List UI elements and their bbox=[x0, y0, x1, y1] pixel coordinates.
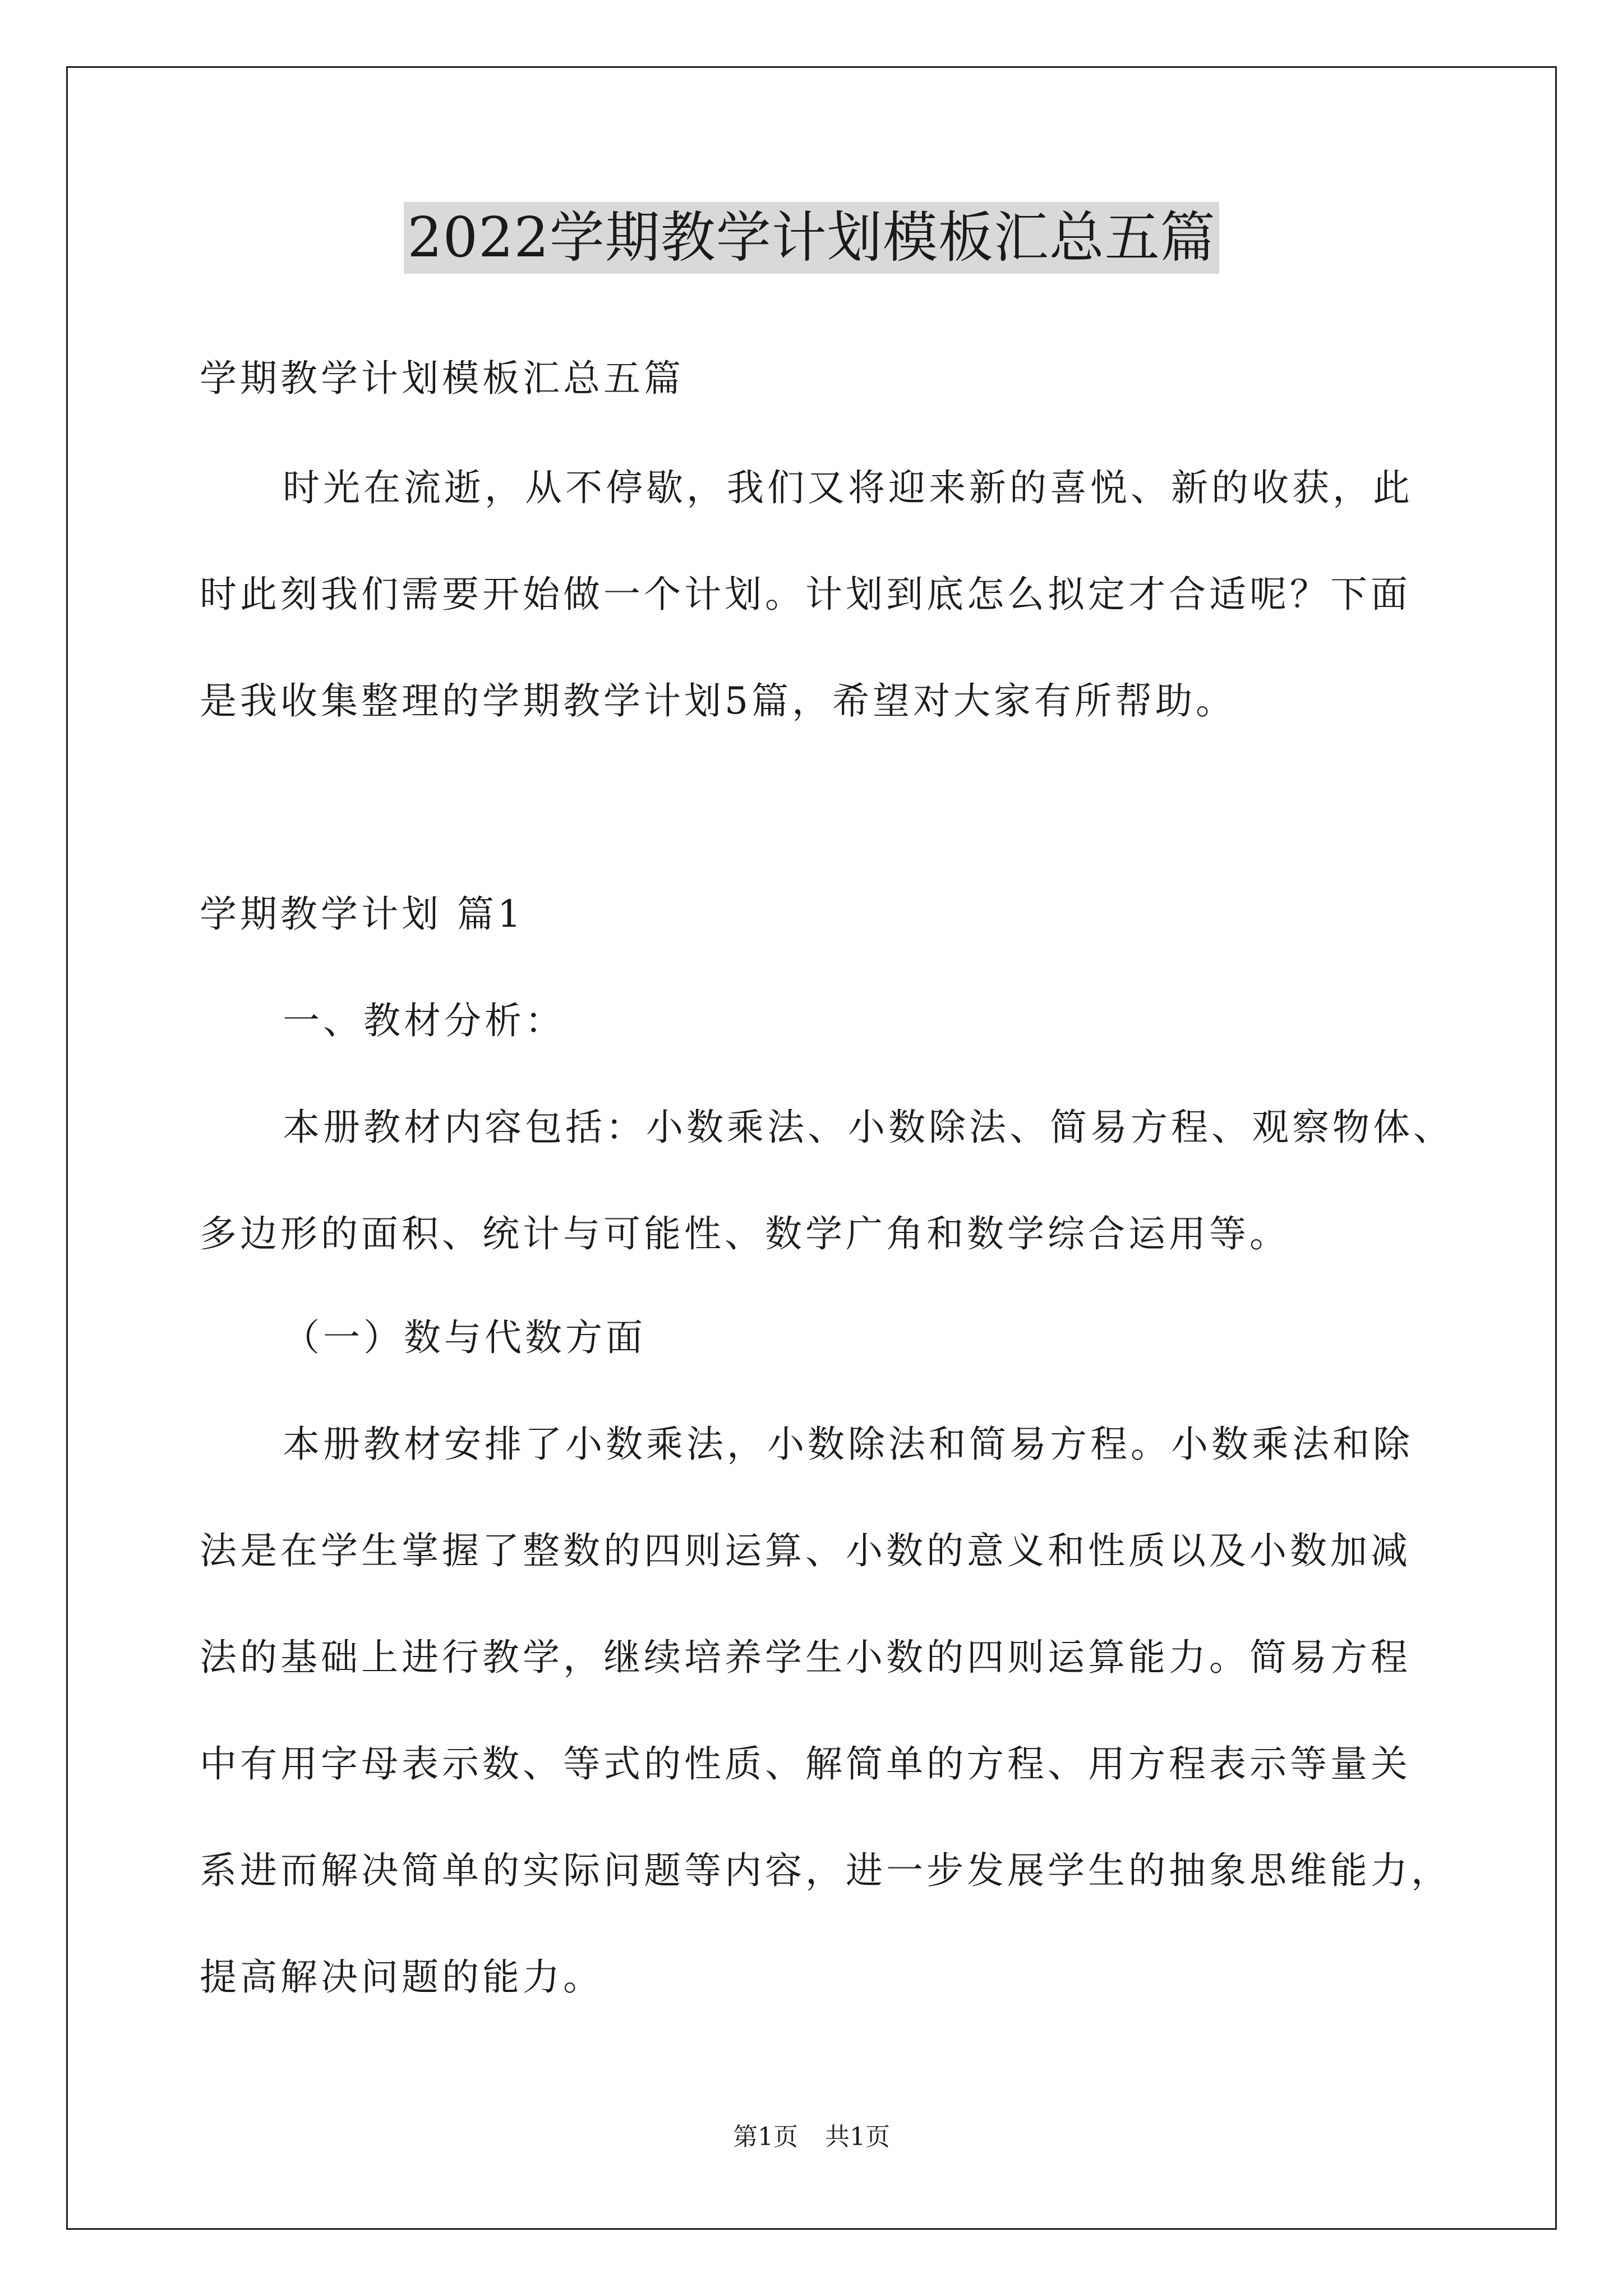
para2-line-2: 法是在学生掌握了整数的四则运算、小数的意义和性质以及小数加减 bbox=[200, 1529, 1411, 1572]
part-heading: 一、教材分析： bbox=[283, 999, 565, 1042]
page-number-total: 共1页 bbox=[825, 2123, 890, 2151]
document-subtitle: 学期教学计划模板汇总五篇 bbox=[200, 357, 684, 400]
document-title: 2022学期教学计划模板汇总五篇 bbox=[404, 202, 1219, 274]
sub-heading: （一）数与代数方面 bbox=[283, 1316, 646, 1359]
para1-line-1: 本册教材内容包括：小数乘法、小数除法、简易方程、观察物体、 bbox=[283, 1106, 1454, 1149]
section-heading: 学期教学计划 篇1 bbox=[200, 892, 524, 936]
para2-line-1: 本册教材安排了小数乘法，小数除法和简易方程。小数乘法和除 bbox=[283, 1423, 1413, 1466]
para1-line-2: 多边形的面积、统计与可能性、数学广角和数学综合运用等。 bbox=[200, 1212, 1290, 1255]
para2-line-6: 提高解决问题的能力。 bbox=[200, 1955, 603, 1999]
page-number-current: 第1页 bbox=[733, 2123, 798, 2151]
title-container bbox=[0, 202, 1623, 274]
para2-line-5: 系进而解决简单的实际问题等内容，进一步发展学生的抽象思维能力， bbox=[200, 1849, 1451, 1892]
intro-line-1: 时光在流逝，从不停歇，我们又将迎来新的喜悦、新的收获，此 bbox=[283, 466, 1413, 509]
para2-line-4: 中有用字母表示数、等式的性质、解简单的方程、用方程表示等量关 bbox=[200, 1742, 1411, 1786]
para2-line-3: 法的基础上进行教学，继续培养学生小数的四则运算能力。简易方程 bbox=[200, 1636, 1411, 1679]
intro-line-3: 是我收集整理的学期教学计划5篇，希望对大家有所帮助。 bbox=[200, 679, 1236, 723]
intro-line-2: 时此刻我们需要开始做一个计划。计划到底怎么拟定才合适呢？下面 bbox=[200, 573, 1411, 616]
page-footer bbox=[0, 2122, 1623, 2153]
